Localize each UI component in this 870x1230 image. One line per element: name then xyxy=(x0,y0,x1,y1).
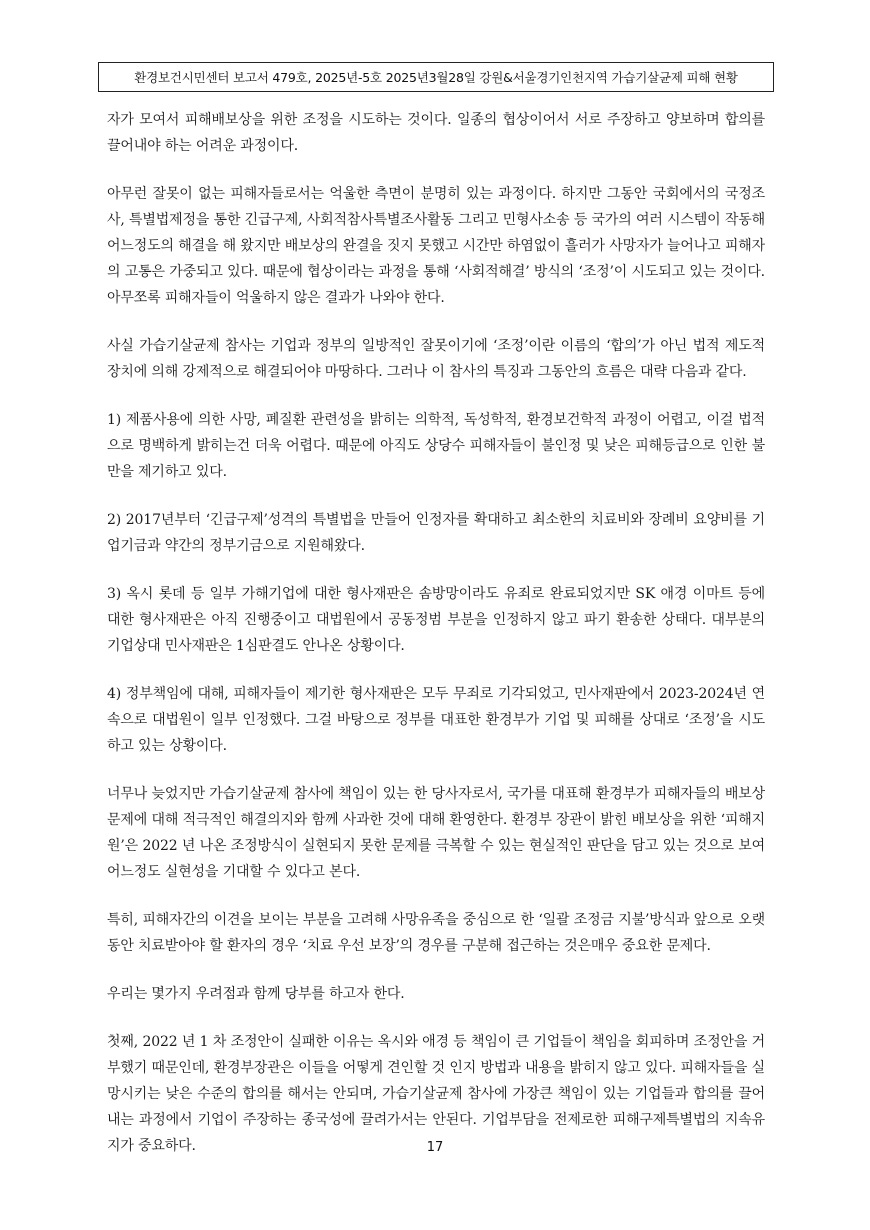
paragraph-3: 사실 가습기살균제 참사는 기업과 정부의 일방적인 잘못이기에 ‘조정’이란 이름의 ‘합의’가 아닌 법적 제도적 장치에 의해 강제적으로 해결되어야 마땅하다. 그러나 이 참사의 특징과 그동안의 흐름은 대략 다음과 같다. xyxy=(107,338,765,380)
paragraph-7: 첫째, 2022 년 1 차 조정안이 실패한 이유는 옥시와 애경 등 책임이 큰 기업들이 책임을 회피하며 조정안을 거부했기 때문인데, 환경부장관은 이들을 어떻게 견인할 것 인지 방법과 내용을 밝히지 않고 있다. 피해자들을 실망시키는 낮은 수준의 합의를 해서는 안되며, 가습기살균제 참사에 가장큰 책임이 있는 기업들과 합의를 끌어내는 과정에서 기업이 주장하는 종국성에 끌려가서는 안된다. 기업부담을 전제로한 피해구제특별법의 지속유지가 중요하다. xyxy=(107,1034,765,1154)
page-number: 17 xyxy=(426,1140,444,1155)
paragraph-5: 특히, 피해자간의 이견을 보이는 부분을 고려해 사망유족을 중심으로 한 ‘일괄 조정금 지불’방식과 앞으로 오랫동안 치료받아야 할 환자의 경우 ‘치료 우선 보장’의 경우를 구분해 접근하는 것은매우 중요한 문제다. xyxy=(107,912,765,954)
paragraph-1: 자가 모여서 피해배보상을 위한 조정을 시도하는 것이다. 일종의 협상이어서 서로 주장하고 양보하며 합의를 끌어내야 하는 어려운 과정이다. xyxy=(107,112,765,154)
report-header xyxy=(98,62,774,92)
paragraph-2: 아무런 잘못이 없는 피해자들로서는 억울한 측면이 분명히 있는 과정이다. 하지만 그동안 국회에서의 국정조사, 특별법제정을 통한 긴급구제, 사회적참사특별조사활동 그리고 민형사소송 등 국가의 여러 시스템이 작동해 어느정도의 해결을 해 왔지만 배보상의 완결을 짓지 못했고 시간만 하염없이 흘러가 사망자가 늘어나고 피해자의 고통은 가중되고 있다. 때문에 협상이라는 과정을 통해 ‘사회적해결’ 방식의 ‘조정’이 시도되고 있는 것이다. 아무쪼록 피해자들이 억울하지 않은 결과가 나와야 한다. xyxy=(107,186,765,306)
paragraph-4: 너무나 늦었지만 가습기살균제 참사에 책임이 있는 한 당사자로서, 국가를 대표해 환경부가 피해자들의 배보상 문제에 대해 적극적인 해결의지와 함께 사과한 것에 대해 환영한다. 환경부 장관이 밝힌 배보상을 위한 ‘피해지원’은 2022 년 나온 조정방식이 실현되지 못한 문제를 극복할 수 있는 현실적인 판단을 담고 있는 것으로 보여 어느정도 실현성을 기대할 수 있다고 본다. xyxy=(107,786,765,880)
document-body xyxy=(107,107,765,1181)
paragraph-6: 우리는 몇가지 우려점과 함께 당부를 하고자 한다. xyxy=(107,986,405,1002)
list-item-3: 3) 옥시 롯데 등 일부 가해기업에 대한 형사재판은 솜방망이라도 유죄로 완료되었지만 SK 애경 이마트 등에 대한 형사재판은 아직 진행중이고 대법원에서 공동정범 부분을 인정하지 않고 파기 환송한 상태다. 대부분의 기업상대 민사재판은 1심판결도 안나온 상황이다. xyxy=(107,586,765,654)
list-item-4: 4) 정부책임에 대해, 피해자들이 제기한 형사재판은 모두 무죄로 기각되었고, 민사재판에서 2023-2024년 연속으로 대법원이 일부 인정했다. 그걸 바탕으로 정부를 대표한 환경부가 기업 및 피해를 상대로 ‘조정’을 시도하고 있는 상황이다. xyxy=(107,686,765,754)
list-item-2: 2) 2017년부터 ‘긴급구제’성격의 특별법을 만들어 인정자를 확대하고 최소한의 치료비와 장례비 요양비를 기업기금과 약간의 정부기금으로 지원해왔다. xyxy=(107,512,765,554)
list-item-1: 1) 제품사용에 의한 사망, 폐질환 관련성을 밝히는 의학적, 독성학적, 환경보건학적 과정이 어렵고, 이걸 법적으로 명백하게 밝히는건 더욱 어렵다. 때문에 아직도 상당수 피해자들이 불인정 및 낮은 피해등급으로 인한 불만을 제기하고 있다. xyxy=(107,412,765,480)
report-header-title: 환경보건시민센터 보고서 479호, 2025년-5호 2025년3월28일 강원&서울경기인천지역 가습기살균제 피해 현황 xyxy=(134,70,738,85)
